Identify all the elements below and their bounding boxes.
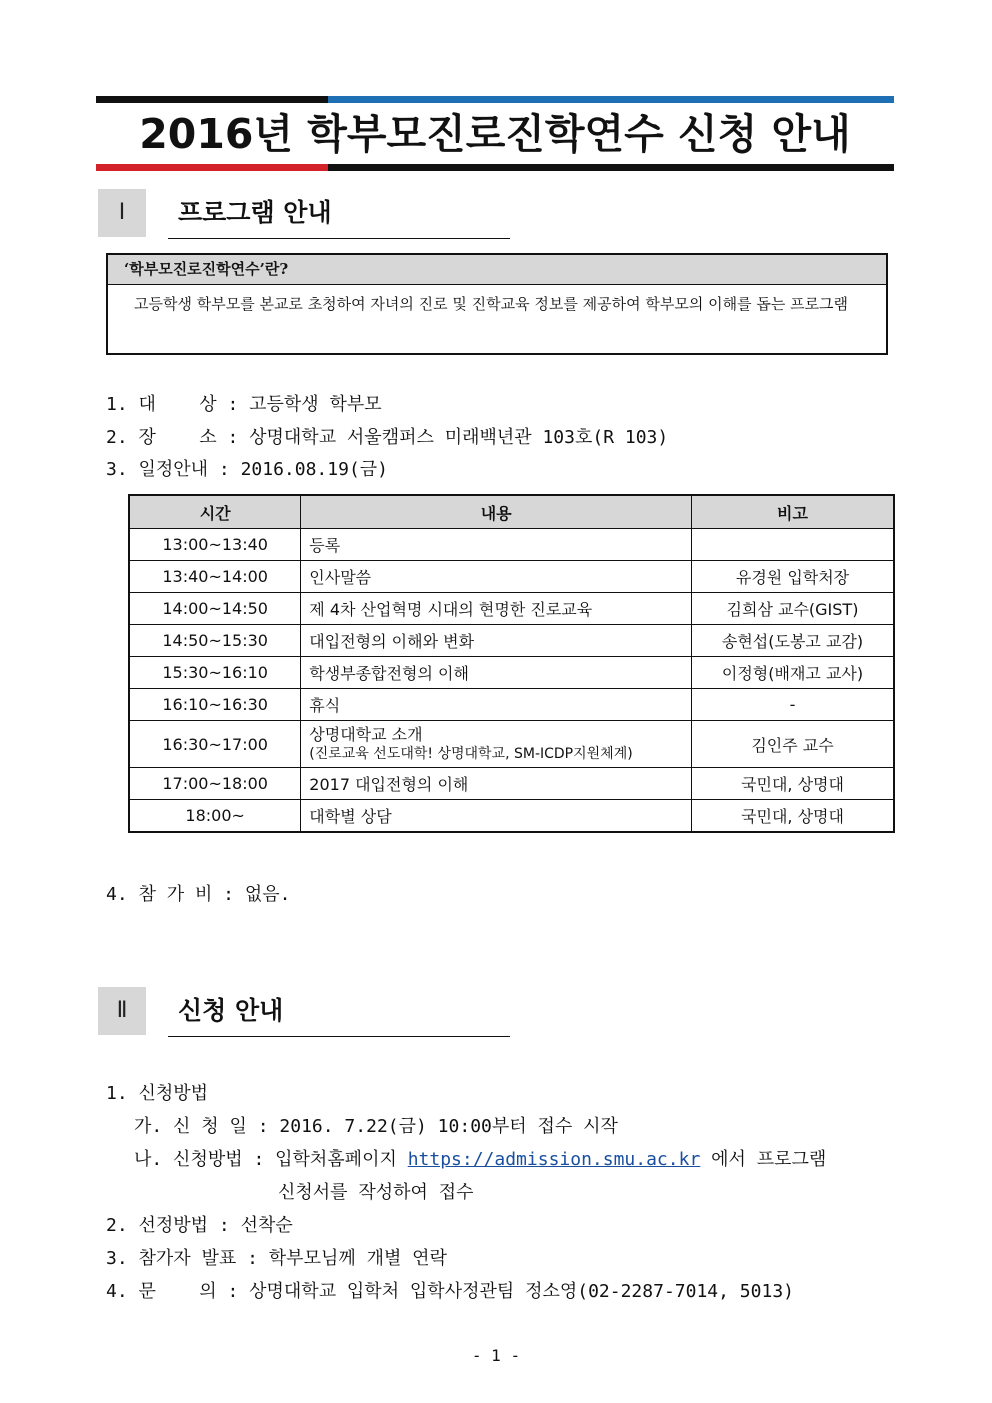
contact-info: 4. 문 의 : 상명대학교 입학처 입학사정관팀 정소영(02-2287-7014, 5013) xyxy=(106,1281,794,1302)
row-content-cell xyxy=(301,721,692,768)
schedule-table xyxy=(128,494,895,833)
table-row xyxy=(129,721,894,768)
header-note: 비고 xyxy=(692,495,895,529)
apply-method-heading: 1. 신청방법 xyxy=(106,1083,209,1104)
row-time: 16:30~17:00 xyxy=(129,721,301,768)
admission-homepage-link[interactable]: https://admission.smu.ac.kr xyxy=(407,1149,701,1170)
table-row xyxy=(129,593,894,625)
item-schedule: 3. 일정안내 : 2016.08.19(금) xyxy=(106,459,389,480)
table-row xyxy=(129,529,894,561)
row-content: 제 4차 산업혁명 시대의 현명한 진로교육 xyxy=(301,593,692,625)
row-note xyxy=(692,529,895,561)
row-note: 유경원 입학처장 xyxy=(692,561,895,593)
row-time: 17:00~18:00 xyxy=(129,768,301,800)
row-content: 학생부종합전형의 이해 xyxy=(301,657,692,689)
row-note: 이정형(배재고 교사) xyxy=(692,657,895,689)
apply-method-continued: 신청서를 작성하여 접수 xyxy=(278,1182,474,1203)
row-time: 16:10~16:30 xyxy=(129,689,301,721)
section-2-underline xyxy=(168,1036,510,1037)
row-time: 14:50~15:30 xyxy=(129,625,301,657)
program-info-box xyxy=(106,253,888,355)
header-time: 시간 xyxy=(129,495,301,529)
apply-method-prefix: 나. 신청방법 : 입학처홈페이지 xyxy=(134,1149,408,1170)
item-location: 2. 장 소 : 상명대학교 서울캠퍼스 미래백년관 103호(R 103) xyxy=(106,427,669,448)
table-row xyxy=(129,689,894,721)
program-info-body: 고등학생 학부모를 본교로 초청하여 자녀의 진로 및 진학교육 정보를 제공하여 학부모의 이해를 돕는 프로그램 xyxy=(134,295,849,313)
table-row xyxy=(129,625,894,657)
page-title: 2016년 학부모진로진학연수 신청 안내 xyxy=(139,110,851,158)
row-note: 송현섭(도봉고 교감) xyxy=(692,625,895,657)
row-content: 등록 xyxy=(301,529,692,561)
item-target: 1. 대 상 : 고등학생 학부모 xyxy=(106,394,382,415)
table-row xyxy=(129,768,894,800)
row-note: 국민대, 상명대 xyxy=(692,768,895,800)
row-content: 2017 대입전형의 이해 xyxy=(301,768,692,800)
row-note: 국민대, 상명대 xyxy=(692,800,895,833)
title-bottom-rule xyxy=(96,164,894,171)
row-content-sub: (진로교육 선도대학! 상명대학교, SM-ICDP지원체계) xyxy=(309,746,633,762)
table-row xyxy=(129,561,894,593)
apply-method-suffix: 에서 프로그램 xyxy=(700,1149,827,1170)
program-info-heading: ‘학부모진로진학연수’란? xyxy=(108,255,886,285)
apply-method xyxy=(134,1147,826,1173)
row-content: 대학별 상담 xyxy=(301,800,692,833)
section-2-number: Ⅱ xyxy=(98,987,146,1035)
item-fee: 4. 참 가 비 : 없음. xyxy=(106,884,291,905)
row-time: 15:30~16:10 xyxy=(129,657,301,689)
section-1-number: Ⅰ xyxy=(98,189,146,237)
row-time: 13:40~14:00 xyxy=(129,561,301,593)
schedule-header-row xyxy=(129,495,894,529)
row-note: 김인주 교수 xyxy=(692,721,895,768)
row-note: 김희삼 교수(GIST) xyxy=(692,593,895,625)
row-content: 인사말씀 xyxy=(301,561,692,593)
row-time: 13:00~13:40 xyxy=(129,529,301,561)
result-announcement: 3. 참가자 발표 : 학부모님께 개별 연락 xyxy=(106,1248,447,1269)
header-content: 내용 xyxy=(301,495,692,529)
title-top-rule xyxy=(96,96,894,103)
row-content: 휴식 xyxy=(301,689,692,721)
row-time: 18:00~ xyxy=(129,800,301,833)
table-row xyxy=(129,657,894,689)
selection-method: 2. 선정방법 : 선착순 xyxy=(106,1215,293,1236)
section-2-title: 신청 안내 xyxy=(178,996,284,1025)
apply-date: 가. 신 청 일 : 2016. 7.22(금) 10:00부터 접수 시작 xyxy=(134,1116,618,1137)
section-1-underline xyxy=(168,238,510,239)
section-1-title: 프로그램 안내 xyxy=(178,198,332,227)
page-number: - 1 - xyxy=(471,1346,521,1365)
row-note: - xyxy=(692,689,895,721)
row-content: 상명대학교 소개 xyxy=(309,725,423,744)
row-time: 14:00~14:50 xyxy=(129,593,301,625)
row-content: 대입전형의 이해와 변화 xyxy=(301,625,692,657)
table-row xyxy=(129,800,894,833)
